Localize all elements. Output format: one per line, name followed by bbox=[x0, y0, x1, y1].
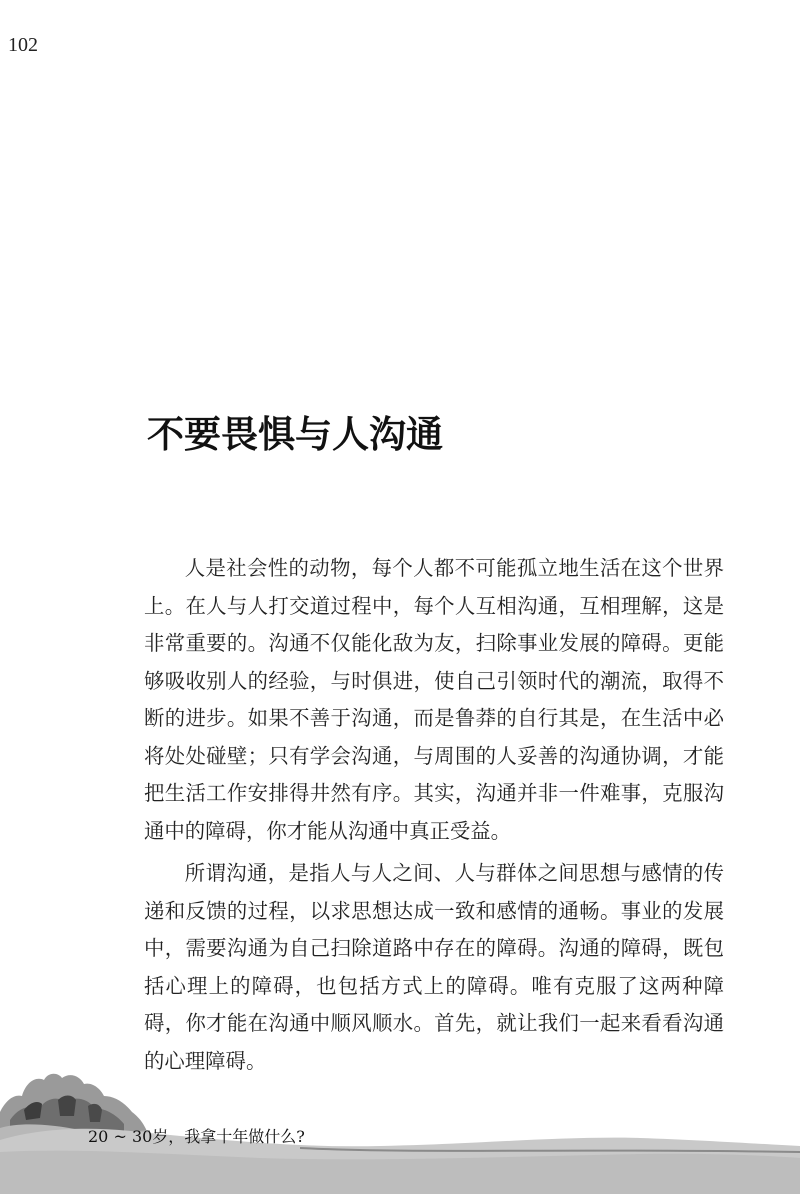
page-number: 102 bbox=[8, 34, 38, 56]
body-text bbox=[144, 550, 724, 1085]
chapter-title: 不要畏惧与人沟通 bbox=[147, 413, 443, 456]
paragraph-2: 所谓沟通，是指人与人之间、人与群体之间思想与感情的传递和反馈的过程，以求思想达成一致和感情的通畅。事业的发展中，需要沟通为自己扫除道路中存在的障碍。沟通的障碍，既包括心理上的障碍，也包括方式上的障碍。唯有克服了这两种障碍，你才能在沟通中顺风顺水。首先，就让我们一起来看看沟通的心理障碍。 bbox=[144, 861, 724, 1073]
paragraph-1: 人是社会性的动物，每个人都不可能孤立地生活在这个世界上。在人与人打交道过程中，每个人互相沟通，互相理解，这是非常重要的。沟通不仅能化敌为友，扫除事业发展的障碍。更能够吸收别人的经验，与时俱进，使自己引领时代的潮流，取得不断的进步。如果不善于沟通，而是鲁莽的自行其是，在生活中必将处处碰壁；只有学会沟通，与周围的人妥善的沟通协调，才能把生活工作安排得井然有序。其实，沟通并非一件难事，克服沟通中的障碍，你才能从沟通中真正受益。 bbox=[144, 556, 724, 843]
footer-book-title: 20 ~ 30岁，我拿十年做什么? bbox=[88, 1127, 305, 1146]
